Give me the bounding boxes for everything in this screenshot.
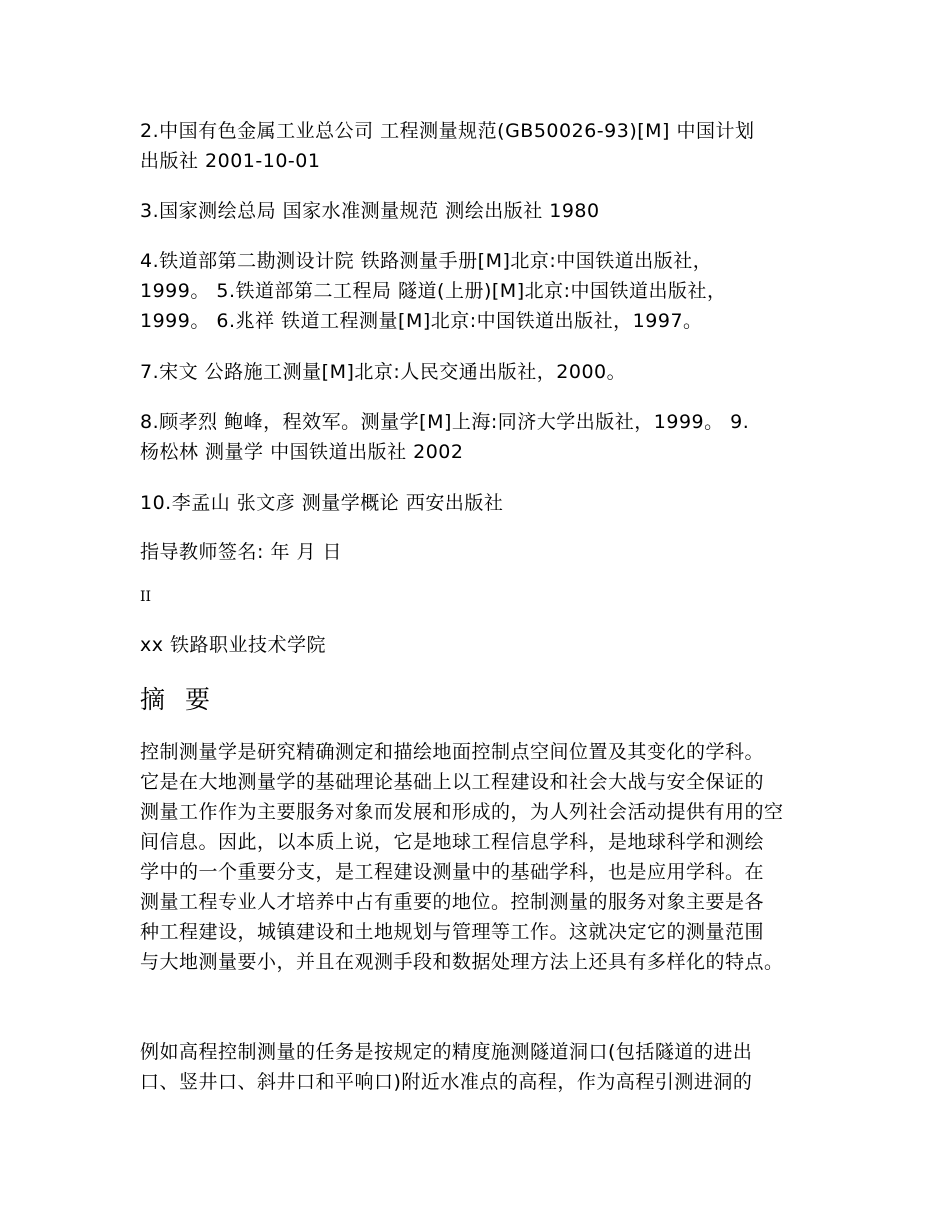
abstract-heading: 摘 要 [140,685,216,714]
paragraph-line: 测量工作作为主要服务对象而发展和形成的，为人列社会活动提供有用的空 [140,801,784,823]
paragraph-line: 它是在大地测量学的基础理论基础上以工程建设和社会大战与安全保证的 [140,771,765,793]
reference-line: 1999。 5.铁道部第二工程局 隧道(上册)[M]北京:中国铁道出版社， [140,280,727,302]
reference-line: 4.铁道部第二勘测设计院 铁路测量手册[M]北京:中国铁道出版社， [140,250,713,272]
reference-item-3 [140,196,830,226]
reference-line: 10.李孟山 张文彦 测量学概论 西安出版社 [140,492,504,514]
reference-line: 杨松林 测量学 中国铁道出版社 2002 [140,441,464,463]
reference-line: 7.宋文 公路施工测量[M]北京:人民交通出版社，2000。 [140,361,627,383]
example-paragraph [140,1037,830,1097]
reference-item-7 [140,357,830,387]
paragraph-line: 学中的一个重要分支，是工程建设测量中的基础学科，也是应用学科。在 [140,861,765,883]
reference-item-2 [140,116,830,176]
reference-line: 2.中国有色金属工业总公司 工程测量规范(GB50026-93)[M] 中国计划 [140,120,755,142]
paragraph-line: 与大地测量要小，并且在观测手段和数据处理方法上还具有多样化的特点。 [140,951,784,973]
school-name: xx 铁路职业技术学院 [140,634,327,656]
reference-item-8 [140,407,830,467]
paragraph-line: 间信息。因此，以本质上说，它是地球工程信息学科，是地球科学和测绘 [140,831,765,853]
advisor-signature-line: 指导教师签名: 年 月 日 [140,541,343,563]
paragraph-line: 控制测量学是研究精确测定和描绘地面控制点空间位置及其变化的学科。 [140,741,765,763]
page-number: II [140,589,152,605]
paragraph-line: 例如高程控制测量的任务是按规定的精度施测隧道洞口(包括隧道的进出 [140,1041,753,1063]
paragraph-line: 种工程建设，城镇建设和土地规划与管理等工作。这就决定它的测量范围 [140,921,765,943]
abstract-paragraph [140,737,830,977]
paragraph-line: 测量工程专业人才培养中占有重要的地位。控制测量的服务对象主要是各 [140,891,765,913]
reference-line: 1999。 6.兆祥 铁道工程测量[M]北京:中国铁道出版社，1997。 [140,310,703,332]
reference-line: 出版社 2001-10-01 [140,150,321,172]
reference-item-10 [140,488,830,518]
paragraph-line: 口、竖井口、斜井口和平响口)附近水准点的高程，作为高程引测进洞的 [140,1071,753,1093]
reference-line: 8.顾孝烈 鲍峰，程效军。测量学[M]上海:同济大学出版社，1999。 9. [140,411,750,433]
reference-item-4 [140,246,830,336]
reference-line: 3.国家测绘总局 国家水准测量规范 测绘出版社 1980 [140,200,600,222]
